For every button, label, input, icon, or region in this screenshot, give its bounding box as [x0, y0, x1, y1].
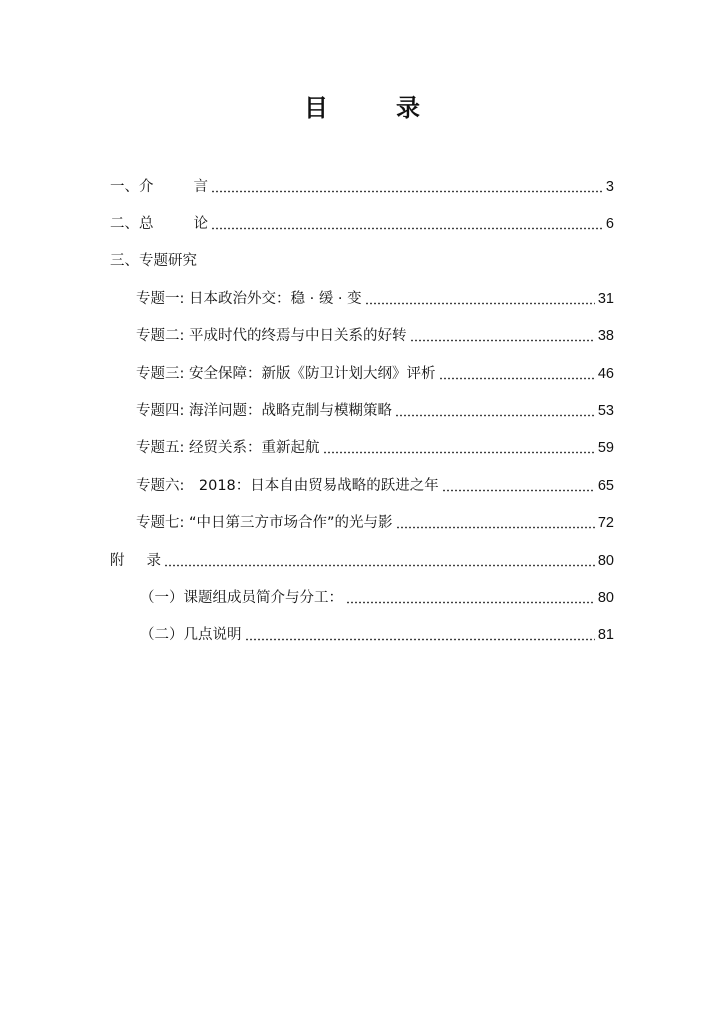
toc-page-number: 80	[597, 589, 614, 606]
toc-entry-label: 专题七: “中日第三方市场合作”的光与影	[136, 515, 393, 532]
toc-entry-topic-3[interactable]	[0, 355, 724, 392]
toc-entry-topic-5[interactable]	[0, 430, 724, 467]
dot-leader	[410, 330, 595, 342]
toc-entry-label: 专题四: 海洋问题：战略克制与模糊策略	[136, 403, 392, 420]
toc-entry-topic-1[interactable]	[0, 280, 724, 317]
toc-entry-label: （二）几点说明	[140, 627, 242, 644]
toc-page-number: 59	[597, 440, 614, 457]
toc-page-number: 65	[597, 477, 614, 494]
toc-entry-topic-6[interactable]	[0, 467, 724, 504]
toc-entry-label: 专题二: 平成时代的终焉与中日关系的好转	[136, 328, 407, 345]
dot-leader	[365, 293, 595, 305]
toc-page-number: 80	[597, 552, 614, 569]
toc-page-number: 31	[597, 290, 614, 307]
toc-page-number: 38	[597, 328, 614, 345]
dot-leader	[211, 218, 603, 230]
dot-leader	[439, 368, 595, 380]
toc-entry-appendix[interactable]	[0, 542, 724, 579]
toc-page-number: 3	[605, 178, 614, 195]
table-of-contents	[0, 168, 724, 654]
dot-leader	[323, 442, 595, 454]
dot-leader	[442, 480, 595, 492]
toc-entry-introduction[interactable]	[0, 168, 724, 205]
dot-leader	[211, 181, 603, 193]
toc-entry-label: （一）课题组成员简介与分工：	[140, 589, 343, 606]
toc-entry-label: 专题六: 2018：日本自由贸易战略的跃进之年	[136, 477, 439, 494]
toc-entry-label: 一、介 言	[110, 178, 208, 195]
toc-entry-label: 附 录	[110, 552, 161, 569]
toc-page-number: 53	[597, 403, 614, 420]
dot-leader	[346, 592, 595, 604]
toc-entry-appendix-2[interactable]	[0, 617, 724, 654]
toc-page-number: 72	[597, 515, 614, 532]
toc-entry-special-topics[interactable]	[0, 243, 724, 280]
toc-page-number: 81	[597, 627, 614, 644]
dot-leader	[395, 405, 595, 417]
toc-page-number: 46	[597, 365, 614, 382]
toc-entry-label: 专题一: 日本政治外交：稳 · 缓 · 变	[136, 290, 362, 307]
toc-entry-label: 专题三: 安全保障：新版《防卫计划大纲》评析	[136, 365, 436, 382]
toc-page-number: 6	[605, 216, 614, 233]
toc-entry-topic-2[interactable]	[0, 318, 724, 355]
dot-leader	[396, 517, 595, 529]
toc-entry-topic-4[interactable]	[0, 392, 724, 429]
dot-leader	[245, 629, 595, 641]
page-title: 目 录	[304, 94, 442, 122]
toc-entry-label: 二、总 论	[110, 216, 208, 233]
toc-entry-appendix-1[interactable]	[0, 579, 724, 616]
toc-entry-label: 三、专题研究	[110, 253, 197, 270]
toc-entry-overview[interactable]	[0, 205, 724, 242]
dot-leader	[164, 555, 595, 567]
toc-entry-label: 专题五: 经贸关系：重新起航	[136, 440, 320, 457]
toc-entry-topic-7[interactable]	[0, 505, 724, 542]
